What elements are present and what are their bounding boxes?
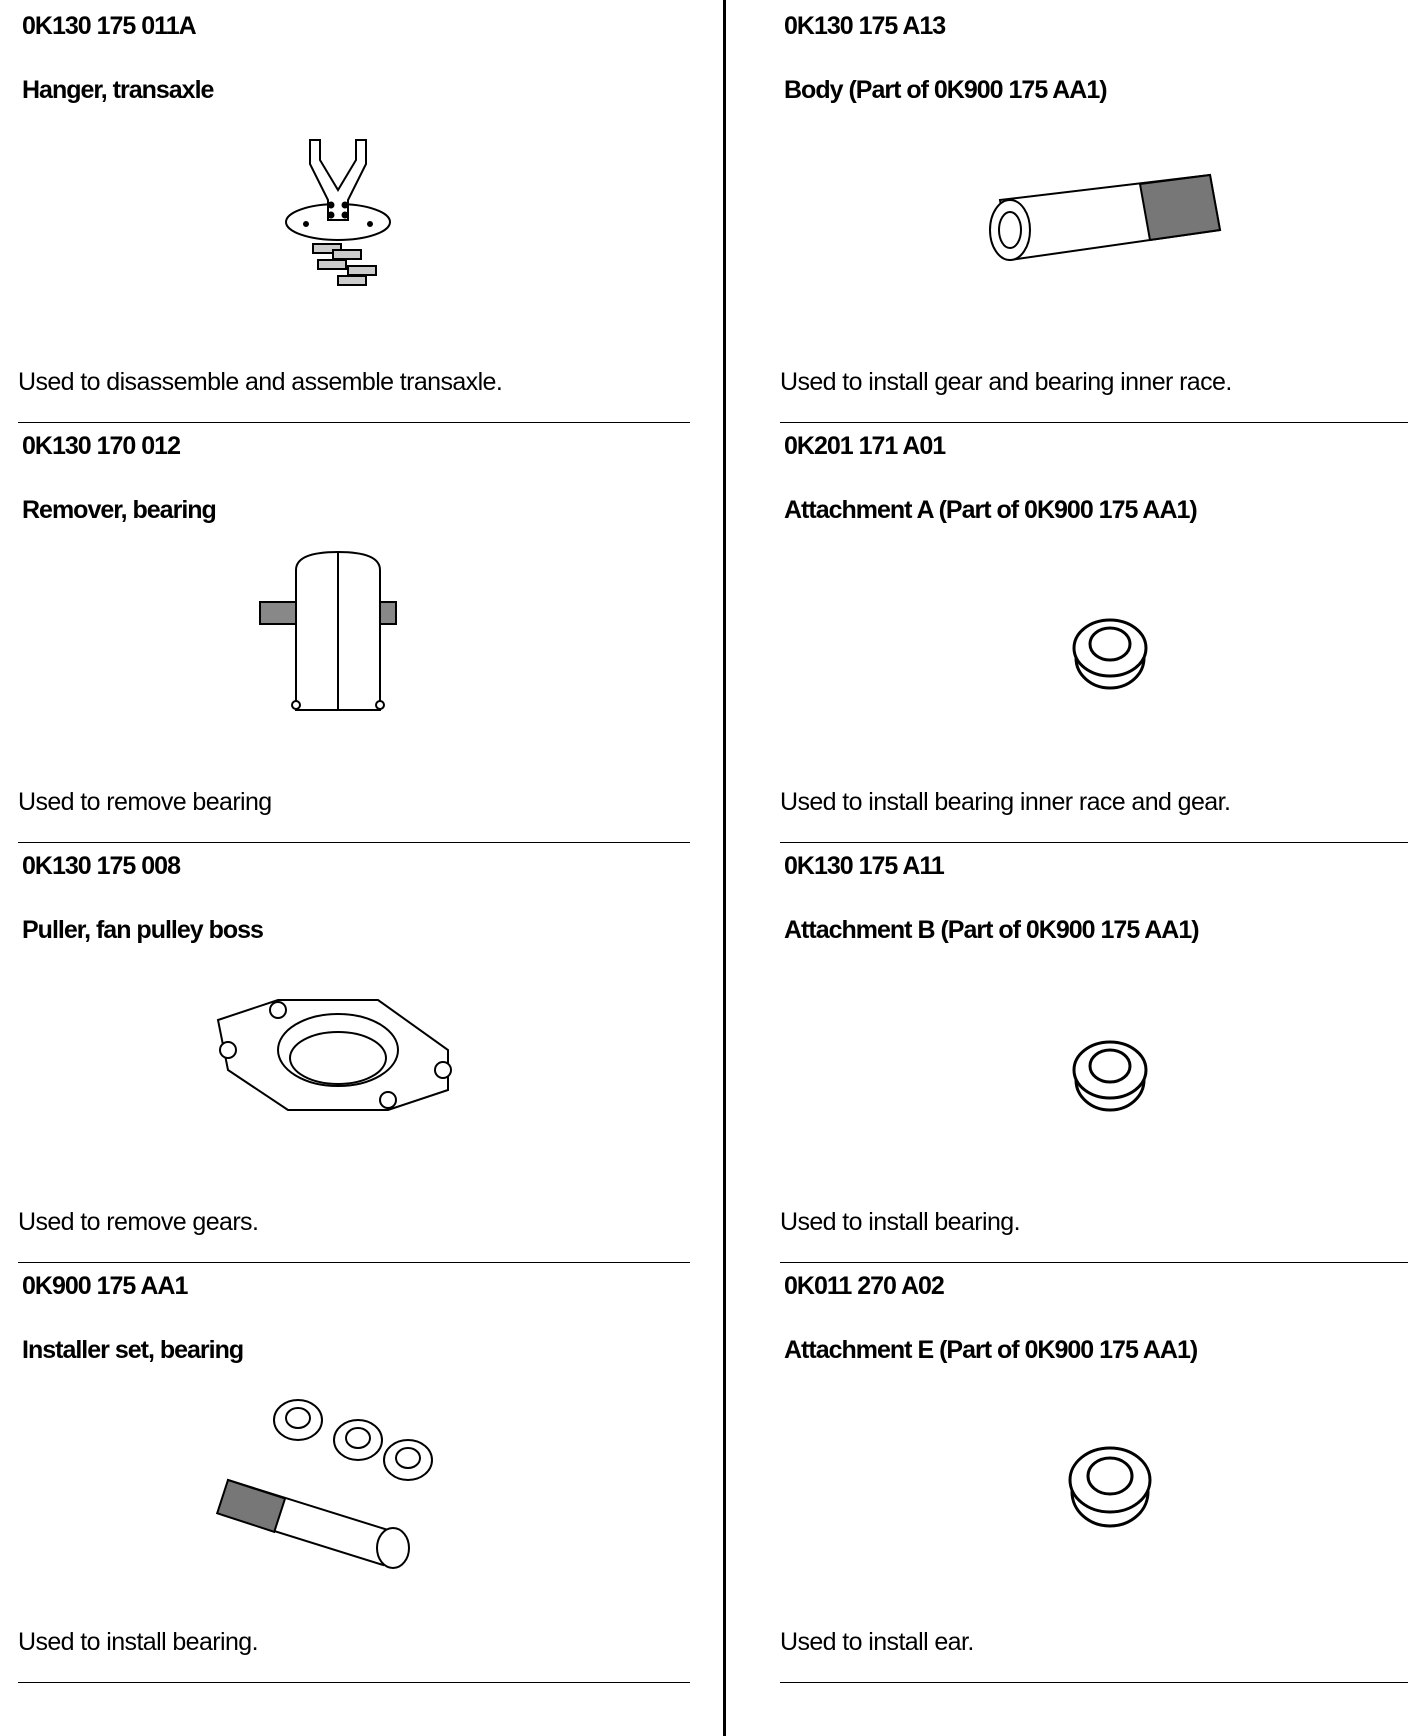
part-number: 0K130 170 012 <box>22 432 180 460</box>
usage-text: Used to install bearing inner race and gear. <box>780 788 1231 816</box>
tool-name: Attachment B (Part of 0K900 175 AA1) <box>784 916 1199 944</box>
tool-name: Hanger, transaxle <box>22 76 214 104</box>
part-number: 0K130 175 A13 <box>784 12 946 40</box>
usage-text: Used to disassemble and assemble transaxle. <box>18 368 503 396</box>
usage-text: Used to install bearing. <box>18 1628 258 1656</box>
tool-name: Body (Part of 0K900 175 AA1) <box>784 76 1107 104</box>
installer-set-icon <box>188 1380 488 1580</box>
entry-divider <box>18 1682 690 1683</box>
bearing-remover-icon <box>188 540 488 740</box>
usage-text: Used to install bearing. <box>780 1208 1020 1236</box>
column-divider <box>723 0 726 1736</box>
attachment-icon <box>960 540 1260 740</box>
tool-entry <box>780 420 1408 838</box>
tool-entry <box>18 840 658 1258</box>
tool-entry <box>18 0 658 418</box>
tool-entry <box>780 0 1408 418</box>
usage-text: Used to remove gears. <box>18 1208 259 1236</box>
hanger-icon <box>188 120 488 320</box>
part-number: 0K130 175 A11 <box>784 852 944 880</box>
part-number: 0K130 175 008 <box>22 852 180 880</box>
tool-entry <box>780 840 1408 1258</box>
tool-entry <box>780 1260 1408 1678</box>
part-number: 0K011 270 A02 <box>784 1272 944 1300</box>
tool-name: Remover, bearing <box>22 496 216 524</box>
entry-divider <box>780 1682 1408 1683</box>
part-number: 0K130 175 011A <box>22 12 196 40</box>
attachment-icon <box>960 1380 1260 1580</box>
tool-name: Installer set, bearing <box>22 1336 244 1364</box>
part-number: 0K201 171 A01 <box>784 432 946 460</box>
tool-name: Attachment A (Part of 0K900 175 AA1) <box>784 496 1197 524</box>
usage-text: Used to install gear and bearing inner race. <box>780 368 1232 396</box>
part-number: 0K900 175 AA1 <box>22 1272 188 1300</box>
usage-text: Used to remove bearing <box>18 788 272 816</box>
tool-name: Attachment E (Part of 0K900 175 AA1) <box>784 1336 1198 1364</box>
usage-text: Used to install ear. <box>780 1628 974 1656</box>
tool-name: Puller, fan pulley boss <box>22 916 263 944</box>
puller-icon <box>188 960 488 1160</box>
attachment-icon <box>960 960 1260 1160</box>
body-tube-icon <box>970 120 1270 320</box>
tool-entry <box>18 420 658 838</box>
tool-entry <box>18 1260 658 1678</box>
